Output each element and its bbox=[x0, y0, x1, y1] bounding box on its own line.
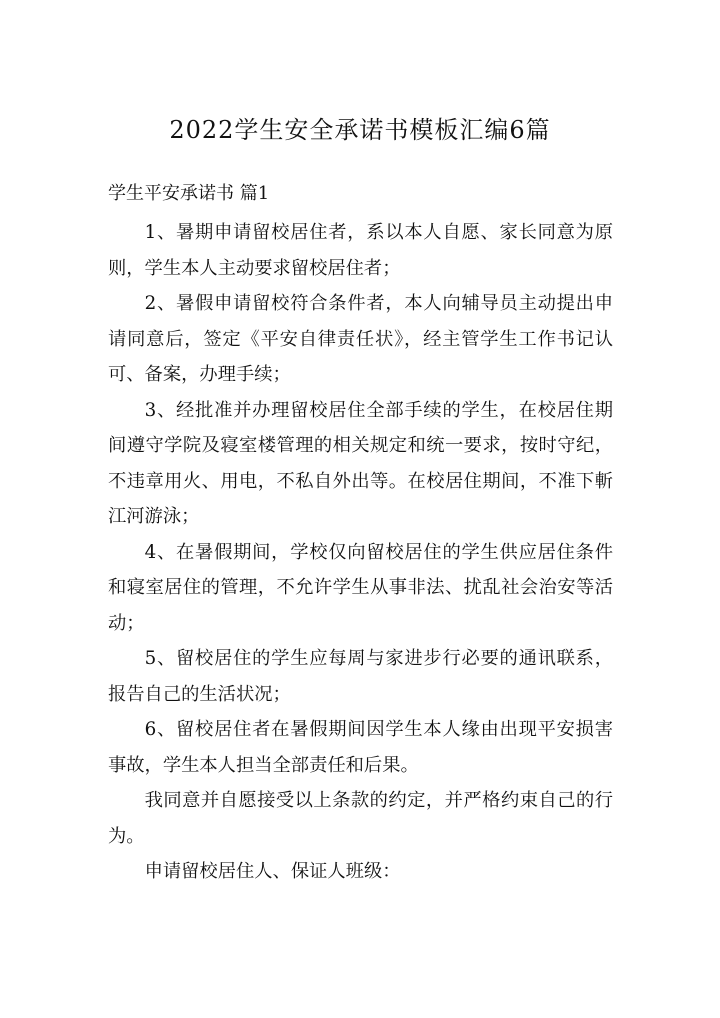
section-heading: 学生平安承诺书 篇1 bbox=[108, 183, 270, 204]
paragraph-3: 3、经批准并办理留校居住全部手续的学生，在校居住期间遵守学院及寝室楼管理的相关规定和统一要求，按时守纪，不违章用火、用电，不私自外出等。在校居住期间，不准下斬江河游泳； bbox=[108, 399, 613, 527]
consent-paragraph: 我同意并自愿接受以上条款的约定，并严格约束自己的行为。 bbox=[108, 790, 613, 847]
paragraph-1: 1、暑期申请留校居住者，系以本人自愿、家长同意为原则，学生本人主动要求留校居住者； bbox=[108, 222, 613, 279]
document-title: 2022学生安全承诺书模板汇编6篇 bbox=[169, 116, 551, 144]
paragraph-6: 6、留校居住者在暑假期间因学生本人缘由出现平安损害事故，学生本人担当全部责任和后果。 bbox=[108, 719, 613, 776]
paragraph-2: 2、暑假申请留校符合条件者，本人向辅导员主动提出申请同意后，签定《平安自律责任状》，经主管学生工作书记认可、备案，办理手续； bbox=[108, 293, 613, 385]
paragraph-5: 5、留校居住的学生应每周与家进步行必要的通讯联系，报告自己的生活状况； bbox=[108, 648, 613, 705]
document-body bbox=[108, 215, 613, 890]
signature-line: 申请留校居住人、保证人班级： bbox=[144, 861, 401, 882]
paragraph-4: 4、在暑假期间，学校仅向留校居住的学生供应居住条件和寝室居住的管理，不允许学生从事非法、扰乱社会治安等活动； bbox=[108, 541, 613, 634]
